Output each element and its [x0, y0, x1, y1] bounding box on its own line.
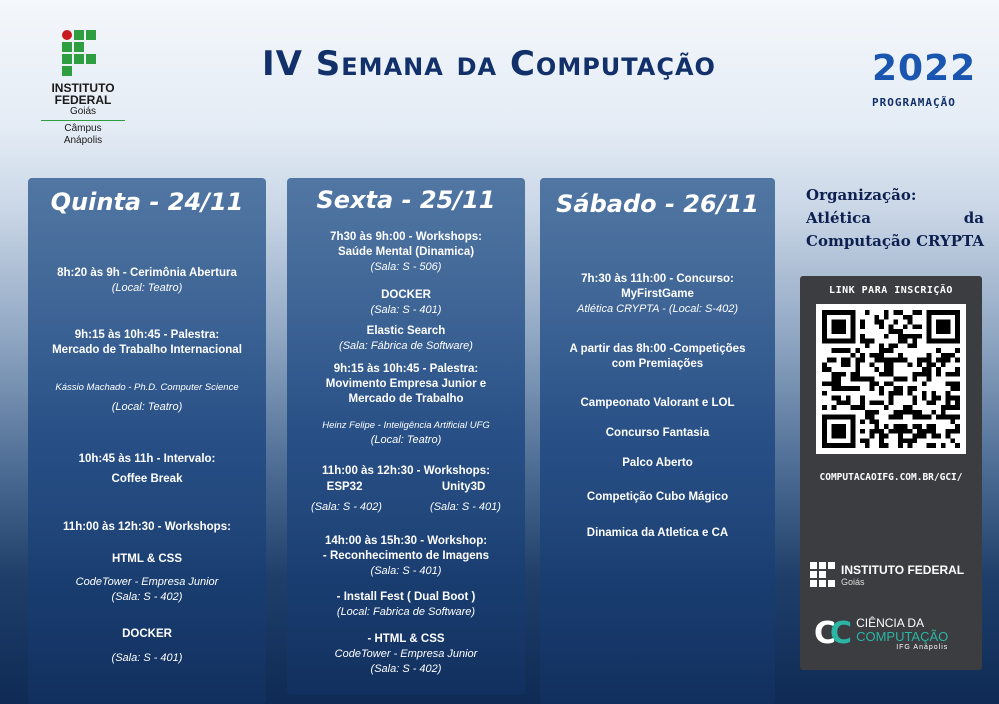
schedule-text: Concurso Fantasia: [605, 427, 710, 439]
schedule-text: - HTML & CSS: [367, 633, 445, 645]
cc-logo: [814, 616, 948, 651]
schedule-text: (Sala: Fábrica de Software): [339, 340, 473, 352]
footer-if-state: Goiás: [841, 576, 865, 587]
schedule-item: [287, 632, 525, 677]
schedule-item: [287, 230, 525, 275]
schedule-item: [287, 500, 525, 515]
schedule-item: [28, 651, 266, 666]
logo-state: Goiás: [69, 106, 97, 117]
schedule-text: (Sala: S - 506): [370, 261, 442, 273]
schedule-item: [287, 464, 525, 479]
schedule-text: (Local: Fabrica de Software): [336, 606, 476, 618]
schedule-text: A partir das 8h:00 -Competições: [569, 343, 746, 355]
schedule-text: Unity3D: [441, 481, 486, 493]
schedule-text: - Install Fest ( Dual Boot ): [336, 591, 476, 603]
schedule-text: (Sala: S - 402): [111, 591, 183, 603]
schedule-text: 8h:20 às 9h - Cerimônia Abertura: [57, 267, 237, 279]
program-label: PROGRAMAÇÃO: [872, 96, 956, 109]
page-title: IV Semana da Computação: [262, 44, 716, 84]
schedule-text: (Sala: S - 402): [311, 501, 382, 513]
schedule-text: HTML & CSS: [111, 553, 183, 565]
schedule-text: 14h:00 às 15h:30 - Workshop:: [324, 535, 488, 547]
schedule-item: [28, 266, 266, 296]
schedule-item: [287, 288, 525, 318]
day-title: Sexta - 25/11: [316, 186, 496, 214]
schedule-text: Movimento Empresa Junior e: [325, 378, 487, 390]
schedule-text: (Sala: S - 402): [370, 663, 442, 675]
schedule-text: CodeTower - Empresa Junior: [334, 648, 478, 660]
schedule-item: [28, 575, 266, 605]
schedule-item: [540, 272, 775, 317]
schedule-text: 9h:15 às 10h:45 - Palestra:: [74, 329, 220, 341]
organization-label: Organização:: [806, 186, 917, 204]
schedule-text: Campeonato Valorant e LOL: [580, 397, 735, 409]
signup-panel: [800, 276, 982, 670]
schedule-text: MyFirstGame: [621, 288, 694, 300]
schedule-item: [540, 526, 775, 541]
schedule-item: [287, 324, 525, 354]
event-year: 2022: [872, 48, 977, 89]
footer-if-name: INSTITUTO FEDERAL: [841, 562, 965, 577]
cc-line2: COMPUTAÇÃO: [856, 628, 949, 644]
schedule-text: ESP32: [326, 481, 363, 493]
organization-word: Atlética: [806, 209, 872, 227]
schedule-text: 10h:45 às 11h - Intervalo:: [78, 453, 216, 465]
schedule-text: com Premiações: [611, 358, 704, 370]
schedule-text: (Local: Teatro): [111, 282, 183, 294]
schedule-text: (Local: Teatro): [370, 434, 442, 446]
schedule-item: [28, 380, 266, 395]
schedule-item: [28, 452, 266, 467]
schedule-text: Elastic Search: [366, 325, 446, 337]
schedule-text: Heinz Felipe - Inteligência Artificial UFG: [322, 420, 490, 431]
schedule-text: 9h:15 às 10h:45 - Palestra:: [333, 363, 479, 375]
schedule-text: CodeTower - Empresa Junior: [75, 576, 219, 588]
schedule-text: Atlética CRYPTA - (Local: S-402): [577, 303, 738, 315]
day-title: Quinta - 24/11: [50, 188, 244, 216]
institute-logo: [38, 30, 128, 147]
schedule-item: [540, 342, 775, 372]
day-column-saturday: [540, 178, 775, 704]
schedule-text: Dinamica da Atletica e CA: [586, 527, 729, 539]
schedule-text: Palco Aberto: [622, 457, 693, 469]
organization-word: Computação: [806, 232, 911, 250]
schedule-item: [540, 426, 775, 441]
cc-line1: CIÊNCIA DA: [856, 615, 925, 630]
signup-title: LINK PARA INSCRIÇÃO: [829, 285, 953, 296]
footer-if-logo: [810, 562, 964, 587]
schedule-text: Competição Cubo Mágico: [586, 491, 729, 503]
schedule-text: (Sala: S - 401): [111, 652, 183, 664]
schedule-item: [28, 520, 266, 535]
schedule-text: (Sala: S - 401): [430, 501, 501, 513]
schedule-item: [28, 627, 266, 642]
schedule-item: [28, 472, 266, 487]
schedule-item: [287, 480, 525, 495]
organization-word: CRYPTA: [916, 232, 984, 250]
logo-divider: [41, 120, 125, 121]
schedule-item: [28, 552, 266, 567]
schedule-text: (Local: Teatro): [111, 401, 183, 413]
logo-city: Anápolis: [63, 135, 103, 146]
qr-code-icon[interactable]: [816, 304, 966, 454]
schedule-text: 11h:00 às 12h:30 - Workshops:: [63, 521, 231, 533]
if-logo-icon: [62, 30, 128, 76]
schedule-item: [287, 418, 525, 448]
schedule-text: 11h:00 às 12h:30 - Workshops:: [322, 465, 490, 477]
schedule-item: [287, 534, 525, 579]
day-title: Sábado - 26/11: [556, 190, 759, 218]
schedule-item: [28, 400, 266, 415]
logo-name-line1: INSTITUTO: [51, 81, 115, 95]
schedule-text: DOCKER: [381, 289, 431, 301]
schedule-text: DOCKER: [122, 628, 172, 640]
organization-word: da: [963, 209, 984, 227]
schedule-text: (Sala: S - 401): [370, 565, 442, 577]
schedule-item: [540, 490, 775, 505]
day-column-friday: [287, 178, 525, 695]
schedule-text: 7h:30 às 11h:00 - Concurso:: [581, 273, 734, 285]
logo-campus: Câmpus: [64, 123, 102, 134]
cc-line3: IFG Anápolis: [896, 643, 949, 651]
schedule-item: [28, 328, 266, 358]
logo-name-line2: FEDERAL: [54, 93, 112, 107]
schedule-item: [540, 456, 775, 471]
organization-line2: [806, 207, 984, 230]
schedule-item: [540, 396, 775, 411]
schedule-item: [287, 590, 525, 620]
schedule-text: (Sala: S - 401): [370, 304, 442, 316]
schedule-text: Mercado de Trabalho Internacional: [52, 344, 242, 356]
schedule-text: - Reconhecimento de Imagens: [322, 550, 490, 562]
schedule-text: Mercado de Trabalho: [348, 393, 464, 405]
schedule-text: Kássio Machado - Ph.D. Computer Science: [55, 382, 239, 393]
day-column-thursday: [28, 178, 266, 704]
schedule-text: Saúde Mental (Dinamica): [337, 246, 475, 258]
schedule-item: [287, 362, 525, 407]
schedule-text: Coffee Break: [111, 473, 183, 485]
cc-logo-icon: CC: [814, 616, 847, 651]
schedule-text: 7h30 às 9h:00 - Workshops:: [330, 231, 482, 243]
if-logo-icon: [810, 562, 835, 587]
organization: [806, 184, 984, 253]
organization-line3: [806, 230, 984, 253]
signup-link[interactable]: COMPUTACAOIFG.COM.BR/GCI/: [819, 472, 963, 483]
